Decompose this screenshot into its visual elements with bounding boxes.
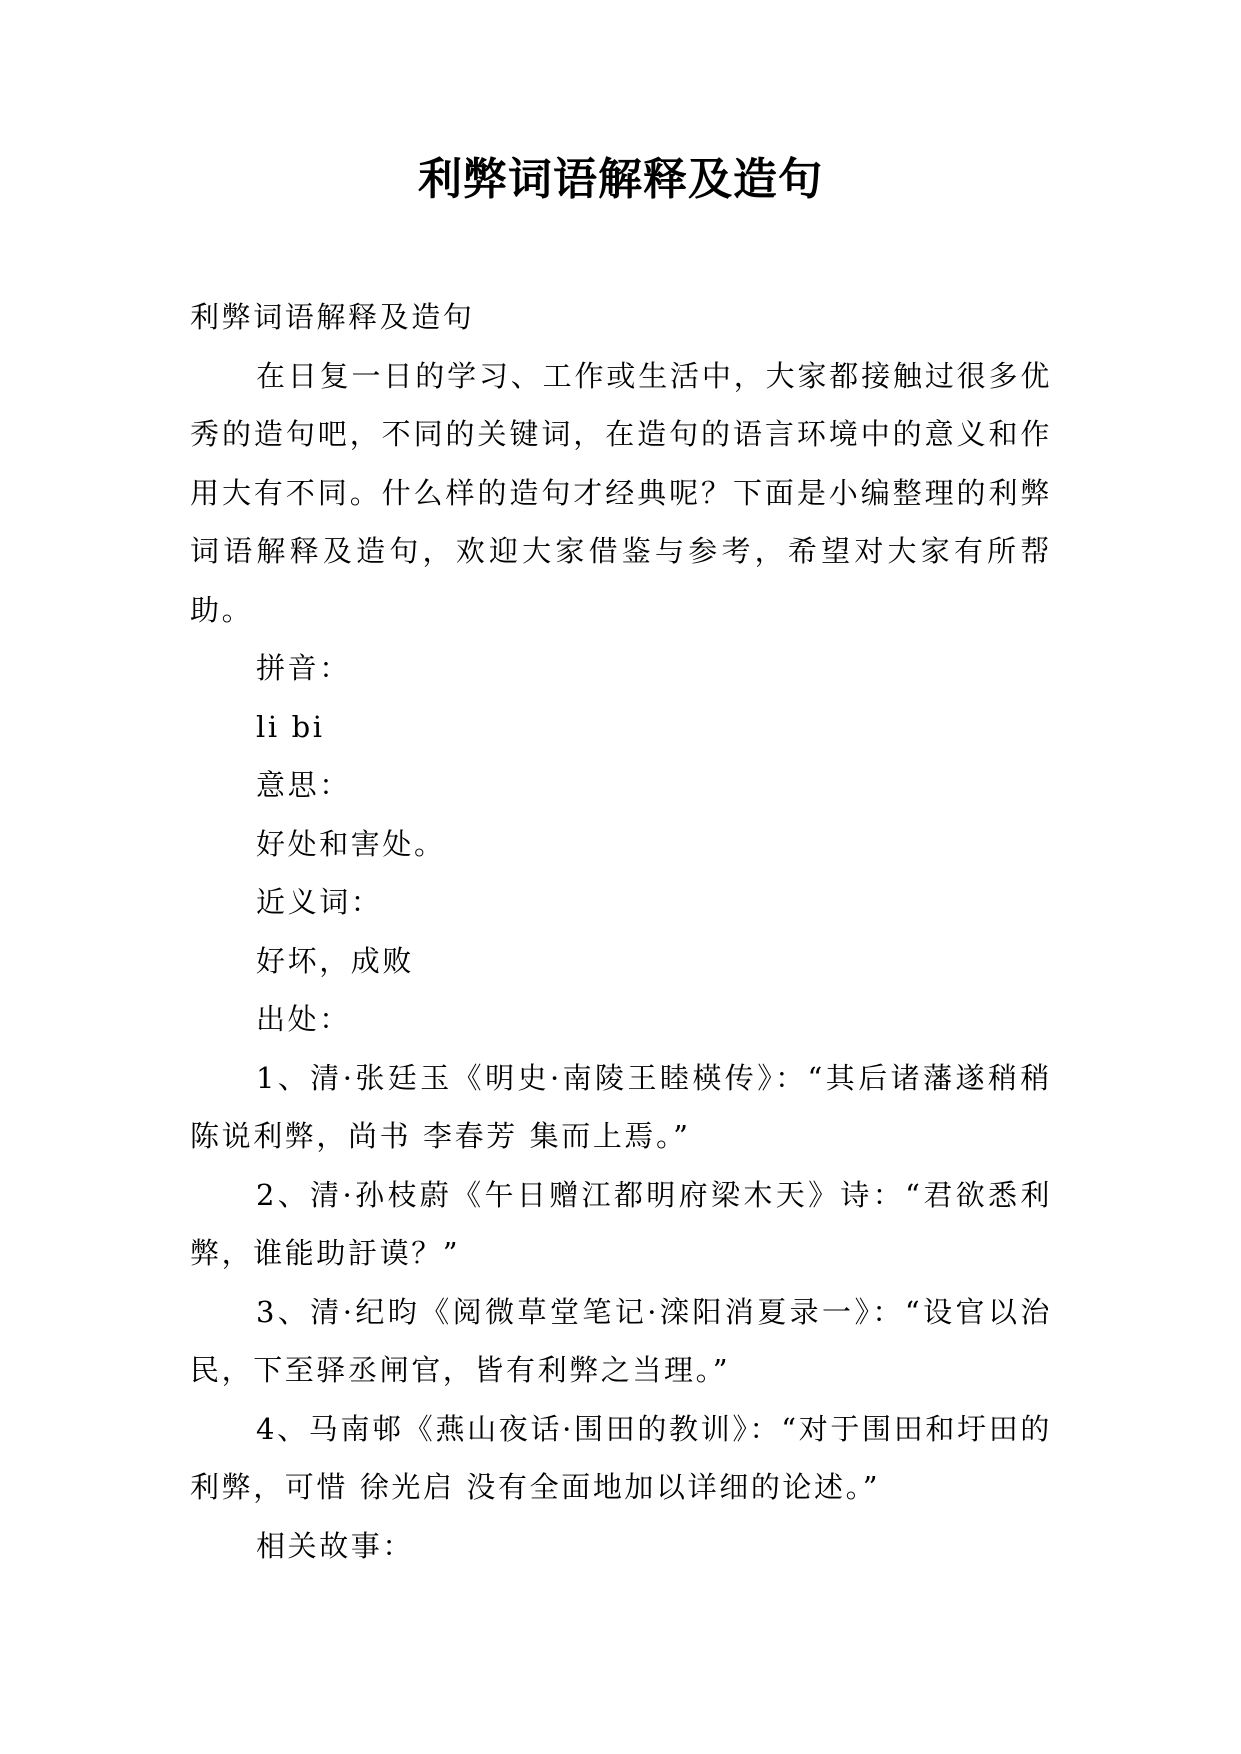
document-body — [190, 288, 1052, 1575]
synonyms-label: 近义词： — [256, 885, 383, 919]
source-item: 1、清·张廷玉《明史·南陵王睦楧传》：“其后诸藩遂稍稍陈说利弊，尚书 李春芳 集而上焉。” — [190, 1060, 1052, 1153]
pinyin-value: li bi — [256, 709, 325, 744]
intro-paragraph: 在日复一日的学习、工作或生活中，大家都接触过很多优秀的造句吧，不同的关键词，在造句的语言环境中的意义和作用大有不同。什么样的造句才经典呢？下面是小编整理的利弊词语解释及造句，欢迎大家借鉴与参考，希望对大家有所帮助。 — [190, 358, 1052, 627]
meaning-label: 意思： — [256, 768, 351, 802]
meaning-value: 好处和害处。 — [256, 826, 446, 861]
source-item: 3、清·纪昀《阅微草堂笔记·滦阳消夏录一》：“设官以治民，下至驿丞闸官，皆有利弊之当理。” — [190, 1294, 1052, 1387]
synonyms-value: 好坏，成败 — [256, 943, 415, 978]
document-subtitle: 利弊词语解释及造句 — [190, 300, 475, 334]
source-item: 4、马南邨《燕山夜话·围田的教训》：“对于围田和圩田的利弊，可惜 徐光启 没有全面地加以详细的论述。” — [190, 1411, 1052, 1504]
story-label: 相关故事： — [256, 1528, 415, 1563]
document-title: 利弊词语解释及造句 — [418, 154, 823, 205]
pinyin-label: 拼音： — [256, 651, 351, 685]
source-item: 2、清·孙枝蔚《午日赠江都明府梁木天》诗：“君欲悉利弊，谁能助訏谟？” — [190, 1177, 1052, 1270]
source-label: 出处： — [256, 1002, 351, 1036]
